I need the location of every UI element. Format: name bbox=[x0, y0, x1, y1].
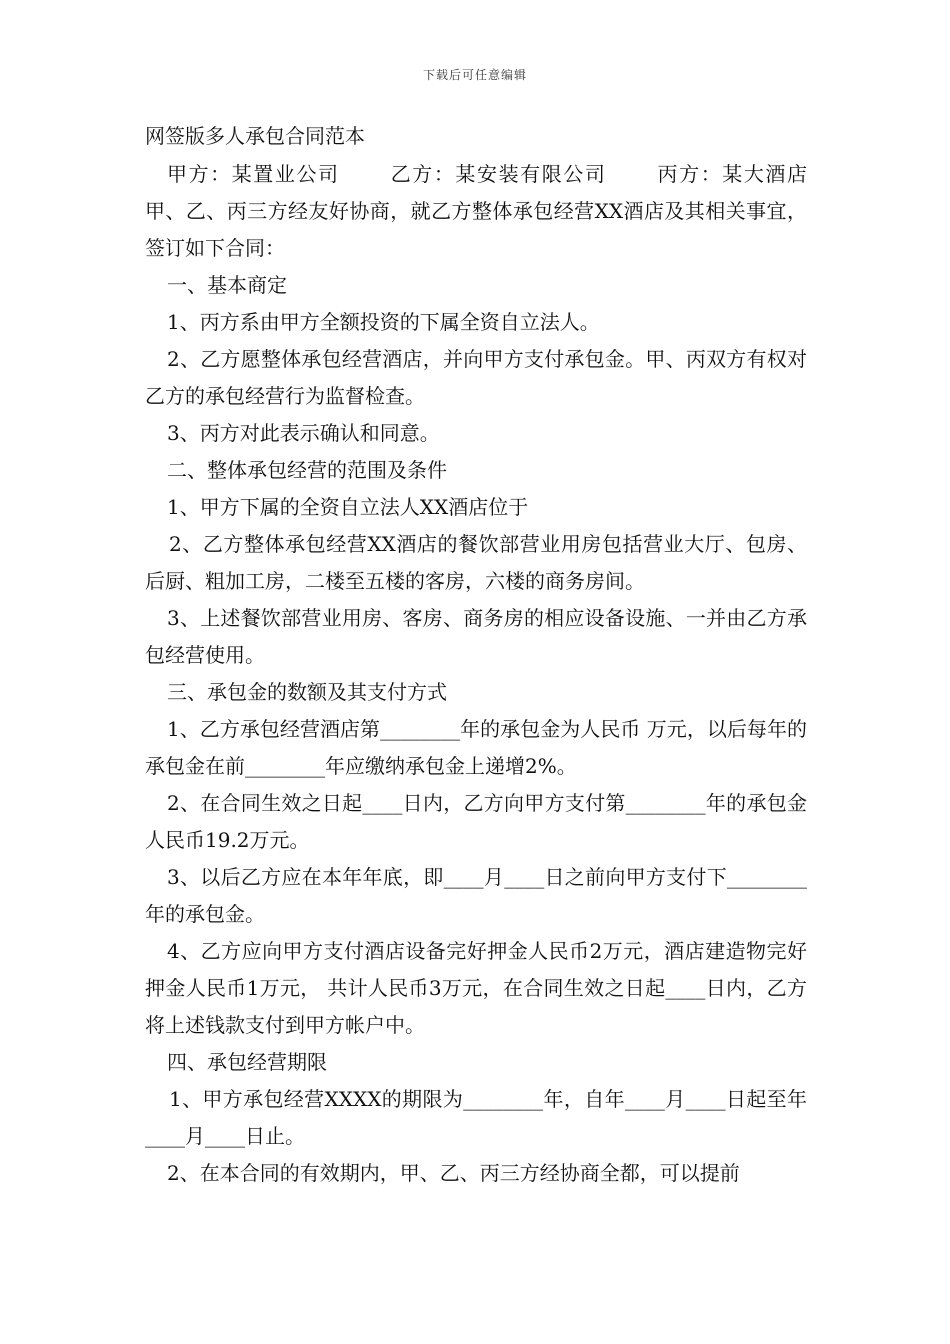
document-title: 网签版多人承包合同范本 bbox=[145, 124, 365, 148]
clause-3-2: 2、在合同生效之日起____日内，乙方向甲方支付第________年的承包金人民币19.2万元。 bbox=[145, 791, 807, 852]
clause-2-1: 1、甲方下属的全资自立法人XX酒店位于 bbox=[167, 495, 529, 519]
clause-3-1: 1、乙方承包经营酒店第________年的承包金为人民币 万元，以后每年的承包金在前________年应缴纳承包金上递增2%。 bbox=[145, 717, 807, 778]
header-note: 下载后可任意编辑 bbox=[422, 68, 527, 82]
document-body bbox=[145, 156, 854, 1192]
clause-4-2: 2、在本合同的有效期内，甲、乙、丙三方经协商全都，可以提前 bbox=[167, 1161, 740, 1185]
clause-1-2: 2、乙方愿整体承包经营酒店，并向甲方支付承包金。甲、丙双方有权对乙方的承包经营行为监督检查。 bbox=[145, 347, 807, 408]
section-heading-scope: 二、整体承包经营的范围及条件 bbox=[167, 458, 447, 482]
clause-3-4: 4、乙方应向甲方支付酒店设备完好押金人民币2万元，酒店建造物完好押金人民币1万元， 共计人民币3万元，在合同生效之日起____日内，乙方将上述钱款支付到甲方帐户中。 bbox=[145, 939, 807, 1037]
section-heading-payment: 三、承包金的数额及其支付方式 bbox=[167, 680, 447, 704]
section-heading-basic-agreement: 一、基本商定 bbox=[167, 273, 287, 297]
paragraph-parties: 甲方：某置业公司 乙方：某安装有限公司 丙方：某大酒店 甲、乙、丙三方经友好协商，就乙方整体承包经营XX酒店及其相关事宜，签订如下合同： bbox=[145, 162, 854, 260]
clause-2-2: 2、乙方整体承包经营XX酒店的餐饮部营业用房包括营业大厅、包房、后厨、粗加工房，二楼至五楼的客房，六楼的商务房间。 bbox=[145, 532, 807, 593]
clause-3-3: 3、以后乙方应在本年年底，即____月____日之前向甲方支付下________年的承包金。 bbox=[145, 865, 807, 926]
section-heading-term: 四、承包经营期限 bbox=[167, 1050, 327, 1074]
clause-1-1: 1、丙方系由甲方全额投资的下属全资自立法人。 bbox=[167, 310, 600, 334]
clause-2-3: 3、上述餐饮部营业用房、客房、商务房的相应设备设施、一并由乙方承包经营使用。 bbox=[145, 606, 807, 667]
clause-4-1: 1、甲方承包经营XXXX的期限为________年，自年____月____日起至年____月____日止。 bbox=[145, 1087, 807, 1148]
clause-1-3: 3、丙方对此表示确认和同意。 bbox=[167, 421, 440, 445]
